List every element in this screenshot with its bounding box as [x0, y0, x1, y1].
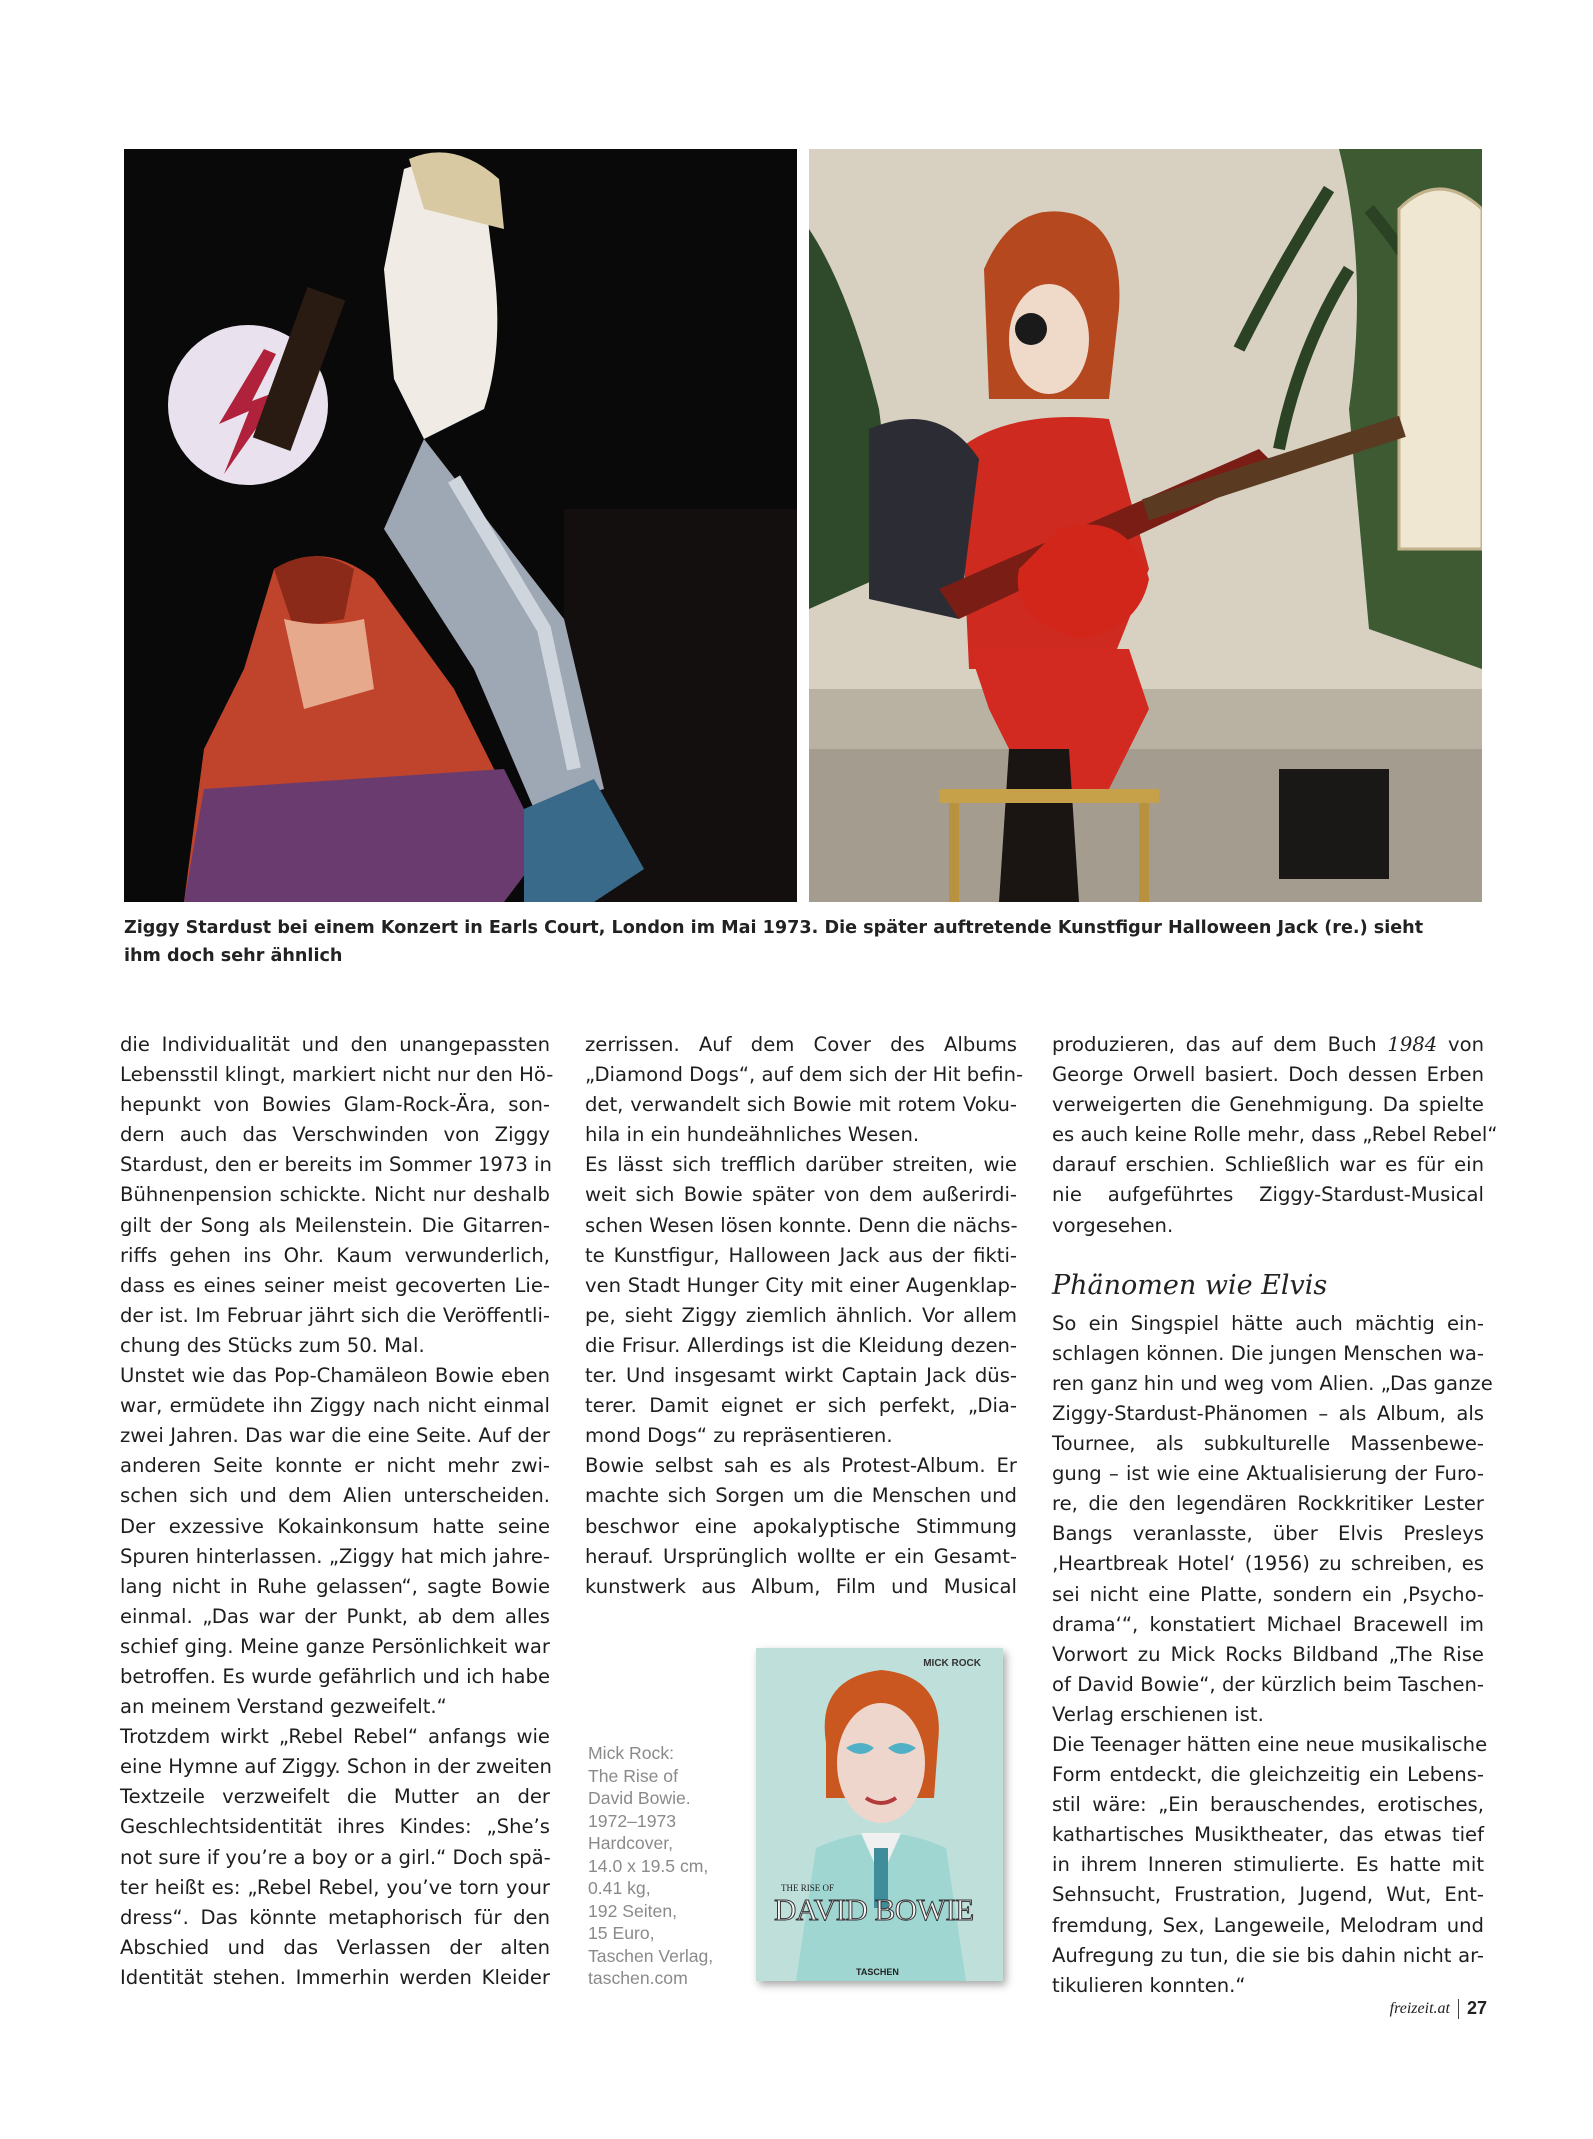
book-info-line: 14.0 x 19.5 cm, — [588, 1855, 709, 1876]
footer-divider — [1458, 1999, 1459, 2019]
cover-subtitle: THE RISE OF — [781, 1883, 835, 1893]
text-line: gilt der Song als Meilenstein. Die Gitarren- — [120, 1213, 550, 1237]
cover-brand: TASCHEN — [856, 1967, 899, 1977]
book-cover-portrait — [756, 1648, 1003, 1981]
article-column-3 — [1052, 1030, 1498, 2001]
text-line: herauf. Ursprünglich wollte er ein Gesamt- — [585, 1544, 1017, 1568]
text-line: hepunkt von Bowies Glam-Rock-Ära, son- — [120, 1093, 550, 1117]
text-line: kunstwerk aus Album, Film und Musical — [585, 1574, 1017, 1598]
guitar-photo-illustration — [809, 149, 1482, 902]
text-line: ven Stadt Hunger City mit einer Augenklap- — [585, 1273, 1017, 1297]
text-line: Spuren hinterlassen. „Ziggy hat mich jahre- — [120, 1544, 550, 1568]
text-line: die Individualität und den unangepassten — [120, 1033, 550, 1056]
guitar-photo-right — [809, 149, 1482, 902]
text-line: Textzeile verzweifelt die Mutter an der — [120, 1785, 550, 1809]
text-line: Bangs veranlasste, über Elvis Presleys — [1052, 1522, 1484, 1546]
text-line: der ist. Im Februar jährt sich die Veröffentli- — [120, 1303, 550, 1327]
text-line: Bühnenpension schickte. Nicht nur deshalb — [120, 1183, 550, 1207]
text-line: ter heißt es: „Rebel Rebel, you’ve torn your — [120, 1875, 550, 1899]
text-line: riffs gehen ins Ohr. Kaum verwunderlich, — [120, 1243, 550, 1267]
text-line: weit sich Bowie später von dem außerirdi- — [585, 1183, 1017, 1207]
text-line: Stardust, den er bereits im Sommer 1973 in — [120, 1153, 552, 1177]
text-line: tikulieren konnten.“ — [1052, 1973, 1246, 1997]
book-info-line: 192 Seiten, — [588, 1900, 678, 1921]
text-line: Form entdeckt, die gleichzeitig ein Lebens- — [1052, 1763, 1484, 1787]
text-line: Es lässt sich trefflich darüber streiten, wie — [585, 1153, 1017, 1177]
book-info-line: Taschen Verlag, — [588, 1945, 714, 1966]
text-line: es auch keine Rolle mehr, dass „Rebel Rebel“ — [1052, 1123, 1498, 1147]
text-line: nie aufgeführtes Ziggy-Stardust-Musical — [1052, 1183, 1484, 1207]
text-line: Abschied und das Verlassen der alten — [120, 1935, 550, 1959]
text-line: in ihrem Inneren stimulierte. Es hatte mit — [1052, 1853, 1484, 1877]
text-line: betroffen. Es wurde gefährlich und ich habe — [120, 1664, 550, 1688]
text-line: verweigerten die Genehmigung. Da spielte — [1052, 1093, 1484, 1117]
text-line: vorgesehen. — [1052, 1213, 1174, 1237]
text-line: fremdung, Sex, Langeweile, Melodram und — [1052, 1913, 1484, 1937]
text-line: einmal. „Das war der Punkt, ab dem alles — [120, 1604, 550, 1628]
book-info-line: Hardcover, — [588, 1833, 674, 1853]
text-line: Verlag erschienen ist. — [1052, 1702, 1264, 1726]
text-line: machte sich Sorgen um die Menschen und — [585, 1484, 1017, 1508]
text-line: Lebensstil klingt, markiert nicht nur den Hö- — [120, 1063, 554, 1087]
caption-line-2: ihm doch sehr ähnlich — [124, 946, 343, 966]
caption-line-1: Ziggy Stardust bei einem Konzert in Earls Court, London im Mai 1973. Die später auftretende Kunstfigur Halloween Jack (re.) sieht — [124, 918, 1424, 938]
article-column-1 — [120, 1030, 554, 1993]
cover-publisher: MICK ROCK — [923, 1658, 981, 1669]
book-info-line: The Rise of — [588, 1765, 678, 1786]
section-heading: Phänomen wie Elvis — [1052, 1269, 1328, 1301]
text-line: So ein Singspiel hätte auch mächtig ein- — [1052, 1311, 1484, 1335]
text-line: schen Wesen lösen konnte. Denn die nächs- — [585, 1213, 1018, 1237]
text-line: Tournee, als subkulturelle Massenbewe- — [1052, 1432, 1484, 1456]
text-span: von — [1437, 1033, 1485, 1056]
concert-photo-left — [124, 149, 797, 902]
book-info-line: David Bowie. — [588, 1788, 691, 1808]
text-line: dass es eines seiner meist gecoverten Lie- — [120, 1273, 550, 1297]
text-line — [1052, 1030, 1484, 1060]
text-line: Identität stehen. Immerhin werden Kleider — [120, 1965, 550, 1989]
book-info-line: Mick Rock: — [588, 1743, 675, 1763]
text-line: „Diamond Dogs“, auf dem sich der Hit befin- — [585, 1063, 1024, 1087]
text-line: terer. Damit eignet er sich perfekt, „Dia- — [585, 1394, 1017, 1418]
text-line: schlagen können. Die jungen Menschen wa- — [1052, 1341, 1484, 1365]
text-line: Vorwort zu Mick Rocks Bildband „The Rise — [1052, 1642, 1484, 1666]
page-number: 27 — [1466, 1998, 1487, 2018]
text-line: an meinem Verstand gezweifelt.“ — [120, 1695, 447, 1719]
text-line: Unstet wie das Pop-Chamäleon Bowie eben — [120, 1364, 550, 1388]
text-line: lang nicht in Ruhe gelassen“, sagte Bowie — [120, 1574, 550, 1598]
text-line: Trotzdem wirkt „Rebel Rebel“ anfangs wie — [120, 1725, 550, 1749]
text-line: schief ging. Meine ganze Persönlichkeit war — [120, 1634, 550, 1658]
text-line: ter. Und insgesamt wirkt Captain Jack düs- — [585, 1364, 1017, 1388]
text-line: Geschlechtsidentität ihres Kindes: „She’s — [120, 1815, 550, 1839]
text-line: pe, sieht Ziggy ziemlich ähnlich. Vor allem — [585, 1303, 1017, 1327]
text-line: beschwor eine apokalyptische Stimmung — [585, 1514, 1017, 1538]
text-span: produzieren, das auf dem Buch — [1052, 1033, 1388, 1056]
text-line: chung des Stücks zum 50. Mal. — [120, 1333, 425, 1357]
text-line: dern auch das Verschwinden von Ziggy — [120, 1123, 550, 1147]
book-cover — [756, 1648, 1003, 1981]
text-line: war, ermüdete ihn Ziggy nach nicht einmal — [120, 1394, 550, 1418]
page-footer — [1390, 1998, 1487, 2019]
text-line: gung – ist wie eine Aktualisierung der Furo- — [1052, 1462, 1484, 1486]
text-line: zerrissen. Auf dem Cover des Albums — [585, 1033, 1017, 1056]
text-line: Ziggy-Stardust-Phänomen – als Album, als — [1052, 1401, 1484, 1425]
text-line: George Orwell basiert. Doch dessen Erben — [1052, 1063, 1484, 1087]
text-line: darauf erschien. Schließlich war es für ein — [1052, 1153, 1484, 1177]
book-info — [588, 1742, 748, 1990]
text-line: eine Hymne auf Ziggy. Schon in der zweiten — [120, 1755, 552, 1779]
photo-caption — [124, 914, 1479, 970]
concert-photo-illustration — [124, 149, 797, 902]
footer-brand: freizeit.at — [1389, 1999, 1450, 2017]
text-line: schen sich und dem Alien unterscheiden. — [120, 1484, 550, 1508]
text-line: sei nicht eine Platte, sondern ein ‚Psycho- — [1052, 1582, 1484, 1606]
text-line: ‚Heartbreak Hotel‘ (1956) zu schreiben, es — [1052, 1552, 1484, 1576]
book-info-line: taschen.com — [588, 1968, 688, 1988]
book-info-line: 0.41 kg, — [588, 1878, 651, 1898]
text-line: of David Bowie“, der kürzlich beim Taschen- — [1052, 1672, 1484, 1696]
text-line: die Frisur. Allerdings ist die Kleidung dezen- — [585, 1333, 1017, 1357]
book-info-line: 15 Euro, — [588, 1923, 655, 1943]
text-line: not sure if you’re a boy or a girl.“ Doch spä- — [120, 1845, 551, 1869]
text-line: te Kunstfigur, Halloween Jack aus der fikti- — [585, 1243, 1017, 1267]
text-line: hila in ein hundeähnliches Wesen. — [585, 1123, 920, 1147]
text-line: mond Dogs“ zu repräsentieren. — [585, 1424, 893, 1448]
text-line: drama‘“, konstatiert Michael Bracewell im — [1052, 1612, 1484, 1636]
text-line: Aufregung zu tun, die sie bis dahin nicht ar- — [1052, 1943, 1484, 1967]
text-line: Die Teenager hätten eine neue musikalische — [1052, 1732, 1488, 1756]
book-info-line: 1972–1973 — [588, 1810, 677, 1831]
text-line: Sehnsucht, Frustration, Jugend, Wut, Ent- — [1052, 1883, 1484, 1907]
book-title-1984: 1984 — [1387, 1033, 1438, 1056]
text-line: Bowie selbst sah es als Protest-Album. Er — [585, 1454, 1017, 1478]
text-line: re, die den legendären Rockkritiker Lester — [1052, 1492, 1484, 1516]
text-line: kathartisches Musiktheater, das etwas tief — [1052, 1823, 1484, 1847]
text-line: ren ganz hin und weg vom Alien. „Das ganze — [1052, 1371, 1493, 1395]
text-line: det, verwandelt sich Bowie mit rotem Voku- — [585, 1093, 1017, 1117]
text-line: Der exzessive Kokainkonsum hatte seine — [120, 1514, 550, 1538]
text-line: stil wäre: „Ein berauschendes, erotisches, — [1052, 1793, 1484, 1817]
text-line: anderen Seite konnte er nicht mehr zwi- — [120, 1454, 550, 1478]
text-line: zwei Jahren. Das war die eine Seite. Auf der — [120, 1424, 550, 1448]
text-line: dress“. Das könnte metaphorisch für den — [120, 1905, 550, 1929]
cover-title: DAVID BOWIE — [774, 1892, 974, 1927]
article-column-2 — [585, 1030, 1024, 1602]
